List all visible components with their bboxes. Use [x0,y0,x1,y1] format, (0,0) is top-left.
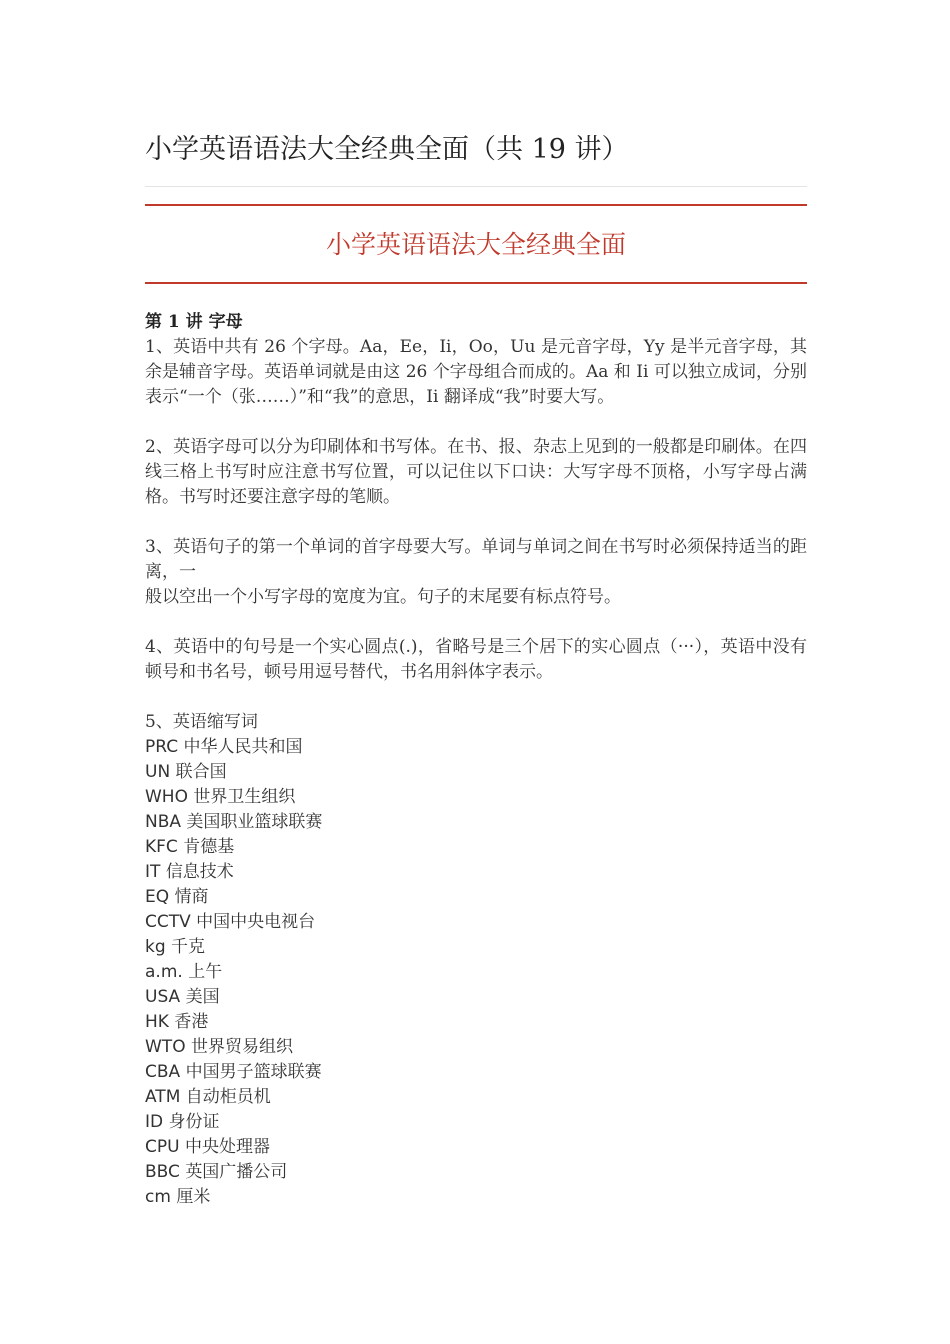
abbreviation-meaning: 中央处理器 [184,1137,270,1157]
banner-bottom-rule [145,282,807,284]
banner-top-rule [145,204,807,206]
abbreviation-code: EQ [145,887,170,907]
abbreviation-item [145,1085,807,1110]
abbreviation-meaning: 中华人民共和国 [183,737,303,757]
abbreviation-meaning: 信息技术 [165,862,234,882]
lecture-content [145,310,807,1210]
abbreviation-meaning: 身份证 [168,1112,220,1132]
abbreviation-item [145,1160,807,1185]
abbreviation-code: UN [145,762,171,782]
paragraph-line: 3、英语句子的第一个单词的首字母要大写。单词与单词之间在书写时必须保持适当的距离，一 [145,537,807,582]
abbreviation-item [145,935,807,960]
lecture-heading: 第 1 讲 字母 [145,312,243,332]
abbreviation-code: kg [145,937,166,957]
abbreviation-meaning: 美国 [185,987,220,1007]
paragraph-3 [145,535,807,610]
paragraph-1 [145,335,807,410]
abbreviation-item [145,735,807,760]
abbreviation-list [145,735,807,1210]
paragraph-2 [145,435,807,510]
abbreviation-item [145,960,807,985]
abbreviation-code: NBA [145,812,182,832]
paragraph-line: 4、英语中的句号是一个实心圆点(.)，省略号是三个居下的实心圆点（···），英语中没有顿号和书名号，顿号用逗号替代，书名用斜体字表示。 [145,637,807,682]
abbreviation-meaning: 世界贸易组织 [190,1037,293,1057]
abbreviation-meaning: 自动柜员机 [185,1087,271,1107]
banner-title: 小学英语语法大全经典全面 [325,230,626,259]
abbreviation-meaning: 香港 [174,1012,209,1032]
abbreviation-code: a.m. [145,962,183,982]
abbreviation-meaning: 肯德基 [183,837,235,857]
abbreviation-meaning: 情商 [174,887,209,907]
abbreviation-meaning: 千克 [171,937,206,957]
abbreviation-meaning: 联合国 [175,762,227,782]
abbreviation-code: WHO [145,787,188,807]
abbreviation-meaning: 美国职业篮球联赛 [186,812,323,832]
abbreviation-code: PRC [145,737,179,757]
abbreviation-meaning: 英国广播公司 [185,1162,288,1182]
abbreviation-code: KFC [145,837,178,857]
abbreviation-item [145,985,807,1010]
abbreviation-code: HK [145,1012,169,1032]
document-title: 小学英语语法大全经典全面（共 19 讲） [145,134,629,165]
abbreviation-meaning: 中国男子篮球联赛 [185,1062,322,1082]
abbreviation-item [145,1060,807,1085]
abbreviation-code: CPU [145,1137,180,1157]
abbreviation-code: IT [145,862,161,882]
abbreviation-item [145,835,807,860]
abbreviation-code: ATM [145,1087,181,1107]
abbreviation-code: ID [145,1112,164,1132]
abbreviation-item [145,760,807,785]
abbreviation-item [145,1035,807,1060]
abbreviation-item [145,860,807,885]
abbreviation-meaning: 世界卫生组织 [193,787,296,807]
title-divider [145,186,807,187]
abbreviation-code: cm [145,1187,171,1207]
abbreviation-item [145,1185,807,1210]
paragraph-line: 2、英语字母可以分为印刷体和书写体。在书、报、杂志上见到的一般都是印刷体。在四线三格上书写时应注意书写位置，可以记住以下口诀：大写字母不顶格，小写字母占满格。书写时还要注意字母的笔顺。 [145,437,807,507]
abbreviation-code: USA [145,987,181,1007]
abbreviation-item [145,885,807,910]
abbreviation-item [145,1110,807,1135]
abbreviation-item [145,1135,807,1160]
paragraph-4 [145,635,807,685]
abbreviation-meaning: 上午 [188,962,223,982]
abbreviations-heading: 5、英语缩写词 [145,712,258,732]
abbreviation-code: CCTV [145,912,191,932]
abbreviation-code: BBC [145,1162,180,1182]
abbreviation-item [145,810,807,835]
paragraph-line: 般以空出一个小写字母的宽度为宜。句子的末尾要有标点符号。 [145,587,621,607]
abbreviation-item [145,1010,807,1035]
abbreviation-item [145,910,807,935]
paragraph-line: 1、英语中共有 26 个字母。Aa，Ee，Ii，Oo，Uu 是元音字母，Yy 是半元音字母，其余是辅音字母。英语单词就是由这 26 个字母组合而成的。Aa 和 Ii 可以独立成词，分别表示“一个（张……）”和“我”的意思，Ii 翻译成“我”时要大写。 [145,337,807,407]
abbreviation-meaning: 厘米 [176,1187,211,1207]
abbreviation-code: CBA [145,1062,181,1082]
abbreviation-code: WTO [145,1037,186,1057]
abbreviation-item [145,785,807,810]
abbreviation-meaning: 中国中央电视台 [196,912,316,932]
